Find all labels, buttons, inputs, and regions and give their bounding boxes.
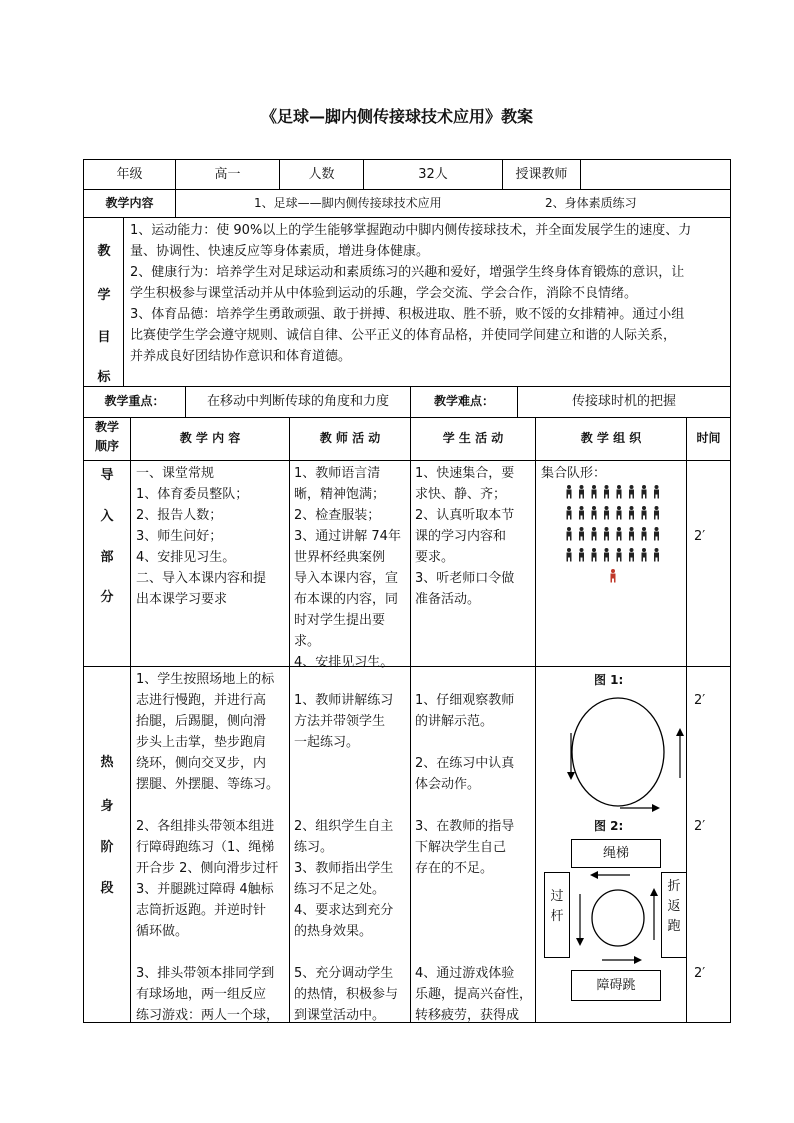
header-teacher: 教 师 活 动 [319, 431, 381, 445]
count-label: 人数 [308, 167, 335, 182]
focus-value: 在移动中判断传球的角度和力度 [206, 394, 389, 409]
focus-label: 教学重点： [104, 394, 165, 408]
goal-line: 2、健康行为：培养学生对足球运动和素质练习的兴趣和爱好，增强学生终身体育锻炼的意识，让 [130, 265, 685, 280]
formation-label: 集合队形： [541, 466, 607, 481]
student-icon [579, 527, 584, 541]
grade-label: 年级 [116, 167, 143, 182]
student-icon [654, 527, 659, 541]
running-circle [572, 698, 664, 806]
goal-line: 并养成良好团结协作意识和体育道德。 [130, 349, 352, 364]
student-icon [604, 506, 609, 520]
student-icon [629, 548, 634, 562]
goal-line: 量、协调性、快速反应等身体素质，增进身体健康。 [130, 244, 430, 259]
student-icon [642, 485, 647, 499]
student-icon [592, 548, 597, 562]
teacher-icon [611, 569, 616, 583]
arrow-up-icon [650, 888, 658, 896]
student-icon [617, 485, 622, 499]
student-icon [617, 548, 622, 562]
difficulty-label: 教学难点： [433, 394, 494, 408]
difficulty-value: 传接球时机的把握 [571, 394, 676, 409]
figure-2-label: 图 2: [594, 819, 624, 833]
pole-box: 过杆 [544, 872, 570, 958]
formation-diagram [560, 482, 670, 586]
student-icon [592, 506, 597, 520]
goal-line: 比赛使学生学会遵守规则、诚信自律、公平正义的体育品格，并使同学间建立和谐的人际关系， [130, 328, 677, 343]
arrow-down-icon [576, 938, 584, 946]
arrow-down-icon [567, 772, 575, 780]
student-icon [654, 485, 659, 499]
intro-time: 2′ [694, 529, 706, 544]
arrow-right-icon [652, 804, 660, 812]
hurdle-box: 障碍跳 [571, 970, 661, 1001]
student-icon [642, 506, 647, 520]
teacher-label: 授课教师 [515, 167, 568, 182]
shuttle-box: 折返跑 [661, 872, 687, 958]
student-icon [579, 485, 584, 499]
student-icon [592, 527, 597, 541]
student-icon [579, 506, 584, 520]
arrow-up-icon [676, 728, 684, 736]
student-icon [642, 527, 647, 541]
student-icon [642, 548, 647, 562]
content-item-2: 2、身体素质练习 [545, 196, 637, 210]
figure-1-label: 图 1: [594, 673, 624, 687]
grade-value: 高一 [214, 167, 241, 182]
student-icon [654, 506, 659, 520]
student-icon [604, 485, 609, 499]
student-icon [567, 485, 572, 499]
student-icon [617, 506, 622, 520]
figure-1-diagram [556, 688, 690, 814]
student-icon [567, 548, 572, 562]
student-icon [567, 506, 572, 520]
warmup-time-3: 2′ [694, 966, 706, 981]
ladder-box: 绳梯 [571, 839, 661, 868]
goal-line: 学生积极参与课堂活动并从中体验到运动的乐趣，学会交流、学会合作，消除不良情绪。 [130, 286, 638, 301]
goal-line: 3、体育品德：培养学生勇敢顽强、敢于拼搏、积极进取、胜不骄，败不馁的女排精神。通过小组 [130, 307, 685, 322]
student-icon [629, 485, 634, 499]
student-icon [629, 527, 634, 541]
header-student: 学 生 活 动 [442, 431, 504, 445]
page-title: 《足球—脚内侧传接球技术应用》教案 [260, 107, 533, 126]
warmup-time-2: 2′ [694, 819, 706, 834]
student-icon [567, 527, 572, 541]
student-icon [592, 485, 597, 499]
student-icon [617, 527, 622, 541]
header-content: 教 学 内 容 [179, 431, 241, 445]
arrow-left-icon [590, 871, 598, 879]
student-icon [629, 506, 634, 520]
header-time: 时间 [696, 431, 721, 445]
goal-line: 1、运动能力：使 90%以上的学生能够掌握跑动中脚内侧传接球技术，并全面发展学生的速度、力 [130, 223, 692, 238]
student-icon [604, 527, 609, 541]
center-circle [592, 890, 644, 946]
header-order: 教学 顺序 [94, 420, 119, 453]
warmup-time-1: 2′ [694, 693, 706, 708]
content-item-1: 1、足球——脚内侧传接球技术应用 [254, 196, 442, 210]
student-icon [579, 548, 584, 562]
header-organization: 教 学 组 织 [580, 431, 642, 445]
count-value: 32人 [418, 167, 448, 182]
arrow-right-icon [634, 956, 642, 964]
student-icon [604, 548, 609, 562]
content-label: 教学内容 [105, 196, 154, 210]
student-icon [654, 548, 659, 562]
figure-2-diagram [572, 866, 662, 970]
